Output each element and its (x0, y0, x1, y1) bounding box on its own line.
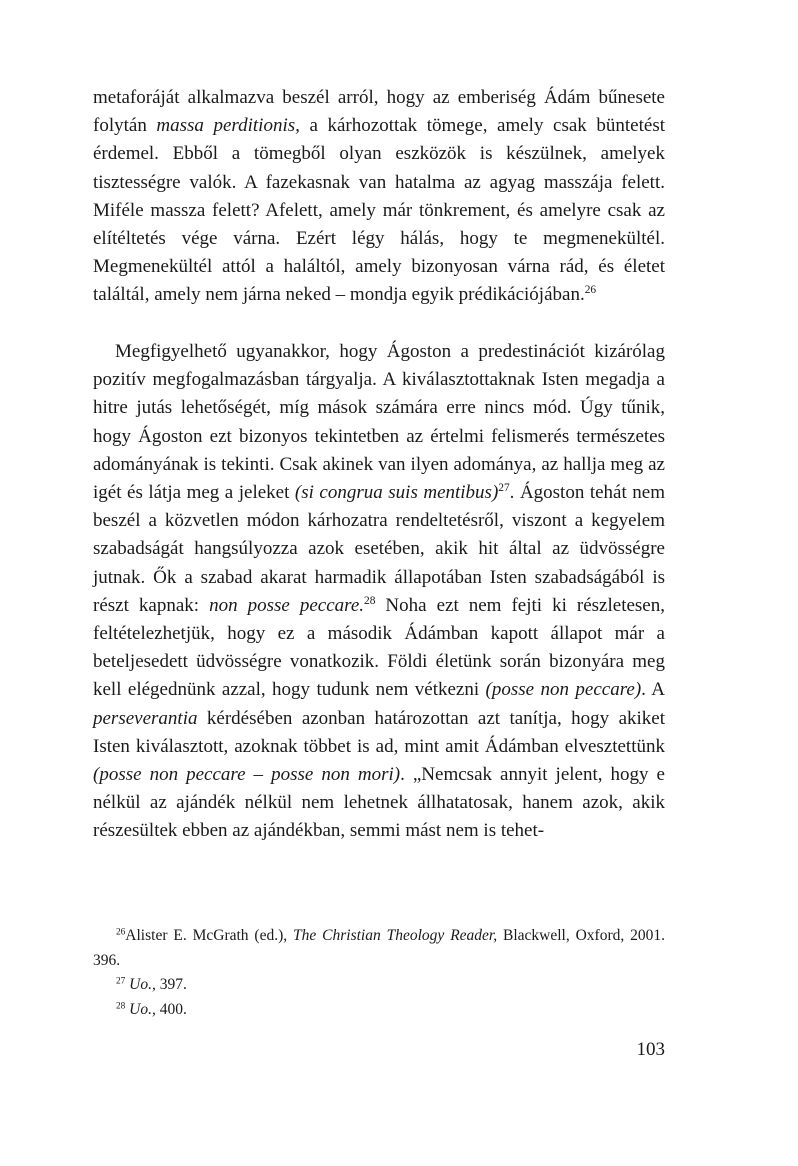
footnote-number: 26 (116, 927, 126, 938)
latin-term: (posse non peccare) (485, 679, 642, 701)
page-number: 103 (636, 1039, 665, 1060)
footnote-abbrev: Uo., (129, 1000, 156, 1018)
text-run: a kárhozottak tömege, amely csak büntetést érdemel. Ebből a tömegből olyan eszközök is készülnek, amelyek tisztességre valók. A fazekasnak van hatalma az agyag masszája felett. Miféle massza felett? Afelett, amely már tönkrement, és amelyre csak az elítéltetés vége várna. Ezért légy hálás, hogy te megmenekültél. Megmenekültél attól a haláltól, amely bizonyosan várna rád, és életet találtál, amely nem járna neked – mondja egyik prédikációjában. (93, 115, 665, 306)
footnote-number: 27 (116, 976, 126, 987)
text-run: . A (641, 679, 666, 701)
book-title: The Christian Theology Reader, (293, 927, 498, 944)
footnote-ref-26: 26 (584, 284, 597, 297)
footnote-number: 28 (116, 1000, 126, 1011)
footnote-ref-27: 27 (498, 482, 510, 495)
latin-term: massa perditionis, (156, 115, 300, 137)
footnotes (93, 924, 665, 1022)
text-run: Megfigyelhető ugyanakkor, hogy Ágoston a predestinációt kizárólag pozitív megfogalmazásban tárgyalja. A kiválasztottaknak Isten megadja a hitre jutás lehetőségét, míg mások számára erre nincs mód. Úgy tűnik, hogy Ágoston ezt bizonyos tekintetben az értelmi felismerés természetes adományának is tekinti. Csak akinek van ilyen adománya, az hallja meg az igét és látja meg a jeleket (93, 341, 665, 504)
text-run: . „Nemcsak annyit jelent, hogy e nélkül az ajándék nélkül nem lehetnek állhatatosak, hanem azok, akik részesültek ebben az ajándékban, semmi mást nem is tehet- (93, 764, 665, 842)
text-run: kérdésében azonban határozottan azt tanítja, hogy akiket Isten kiválasztott, azoknak többet is ad, mint amit Ádámban elvesztettünk (93, 707, 665, 757)
body-paragraph-2 (93, 338, 665, 846)
latin-term: (si congrua suis mentibus) (294, 482, 499, 504)
text-run: . Ágoston tehát nem beszél a közvetlen módon kárhozatra rendeltetésről, viszont a kegyelem szabadságát hangsúlyozza azok esetében, akik hit által az üdvösségre jutnak. Ők a szabad akarat harmadik állapotában Isten szabadságából is részt kapnak: (93, 482, 665, 616)
footnote-text: 400. (155, 1000, 187, 1018)
footnote-text: 397. (155, 976, 187, 993)
text-run: metaforáját alkalmazva beszél arról, hogy az emberiség Ádám bűnesete folytán (93, 87, 665, 137)
footnote-26 (93, 924, 665, 973)
body-paragraph-1 (93, 84, 665, 310)
footnote-text: Alister E. McGrath (ed.), (125, 927, 294, 944)
footnote-ref-28: 28 (364, 595, 376, 607)
latin-term: perseverantia (93, 707, 198, 729)
footnote-text: Blackwell, Oxford, 2001. 396. (93, 927, 665, 969)
latin-term: (posse non peccare – posse non mori) (93, 764, 401, 786)
footnote-28 (93, 998, 665, 1023)
text-run: Noha ezt nem fejti ki részletesen, feltételezhetjük, hogy ez a második Ádámban kapott állapot már a beteljesedett üdvösségre vonatkozik. Földi életünk során bizonyára meg kell elégednünk azzal, hogy tudunk nem vétkezni (93, 594, 665, 701)
footnote-abbrev: Uo., (129, 976, 156, 993)
latin-term: non posse peccare. (209, 594, 364, 616)
footnote-27 (93, 973, 665, 998)
